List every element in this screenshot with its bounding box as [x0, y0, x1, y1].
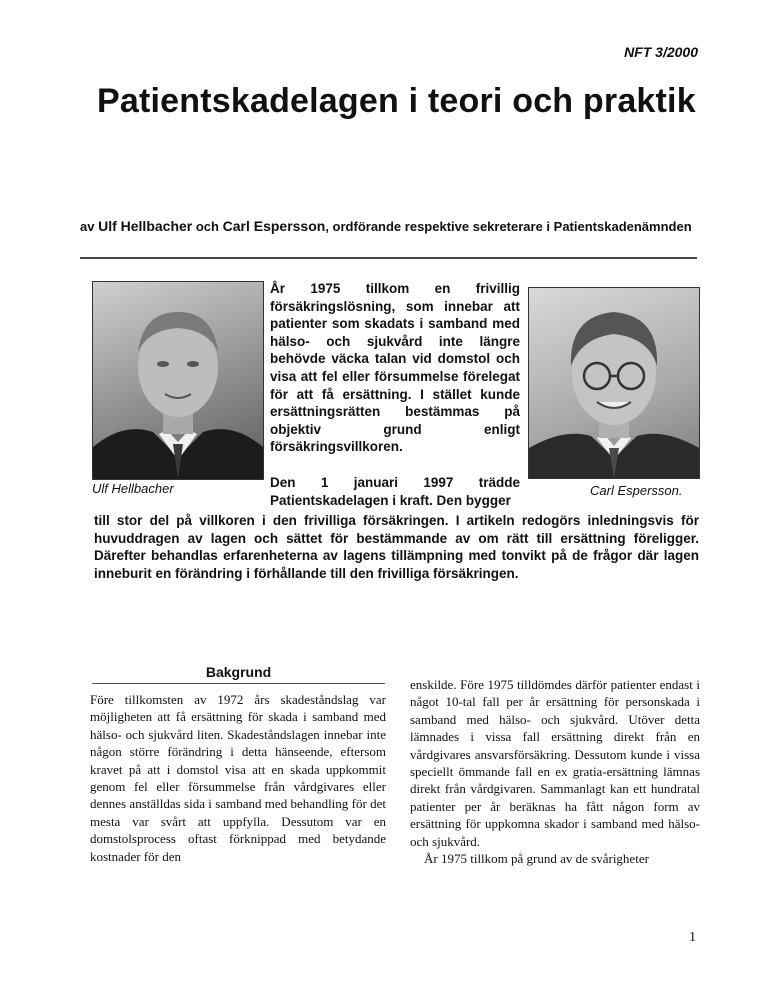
byline-author-1: Ulf Hellbacher: [98, 218, 193, 234]
title-divider: [80, 257, 697, 259]
intro-paragraph-3: till stor del på villkoren i den frivilliga försäkringen. I artikeln redogörs inledningsvis för huvuddragen av lagen och sättet för bestämmande av om rätt till ersättning föreligger. Därefter behandlas erfarenheterna av lagens tillämpning med tonvikt på de frågor där lagen inneburit en förändring i förhållande till den frivilliga försäkringen.: [94, 513, 699, 581]
byline-conjunction: och: [195, 219, 219, 234]
byline-prefix: av: [80, 219, 95, 234]
byline: [80, 218, 700, 235]
page-number: 1: [689, 930, 696, 945]
section-heading: Bakgrund: [205, 664, 272, 680]
body-column-1: Före tillkomsten av 1972 års skadeståndslag var möjligheten att få ersättning för skada i samband med hälso- och sjukvård liten. Skadeståndslagen innebar inte någon större förändring i detta hänseende, eftersom kravet på att i domstol visa att en skada uppkommit genom fel eller försummelse från vårdgivares eller dennes anställdas sida i samband med behandling för det mesta var svårt att uppfylla. Dessutom var en domstolsprocess oftast förknippad med betydande kostnader för den: [90, 692, 386, 864]
article-title: Patientskadelagen i teori och praktik: [97, 82, 696, 120]
byline-roles: , ordförande respektive sekreterare i Patientskadenämnden: [325, 219, 692, 234]
body-paragraph: År 1975 tillkom på grund av de svårigheter: [424, 851, 649, 867]
photo-caption-right: Carl Espersson.: [590, 483, 683, 498]
author-photo-espersson: [528, 287, 700, 479]
author-photo-hellbacher: [92, 281, 264, 480]
photo-caption-left: Ulf Hellbacher: [92, 481, 174, 496]
body-column-2: [410, 676, 700, 867]
intro-paragraph-1: År 1975 tillkom en frivillig försäkringslösning, som innebar att patienter som skadats i samband med hälso- och sjukvård inte längre behövde väcka talan vid domstol och visa att fel eller försummelse förelegat för att få ersättning. I stället kunde ersättningsrätten bestämmas på objektiv grund enligt försäkringsvillkoren.: [270, 281, 520, 455]
byline-author-2: Carl Espersson: [222, 218, 326, 234]
section-divider: [92, 683, 385, 684]
body-paragraph: enskilde. Före 1975 tilldömdes därför patienter endast i något 10-tal fall per år ersättning för personskada i samband med hälso- och sjukvård. Utöver detta lämnades i vissa fall ersättning direkt från en vårdgivares ansvarsförsäkring. Dessutom kunde i vissa speciellt ömmande fall en ex gratia-ersättning lämnas direkt från vårdgivaren. Sammanlagt kan ett hundratal patienter per år beräknas ha fått någon form av ersättning för uppkomna skador i samband med hälso- och sjukvård.: [410, 677, 700, 849]
journal-issue: NFT 3/2000: [624, 44, 698, 60]
intro-paragraph-2: Den 1 januari 1997 trädde Patientskadelagen i kraft. Den bygger: [270, 475, 520, 508]
